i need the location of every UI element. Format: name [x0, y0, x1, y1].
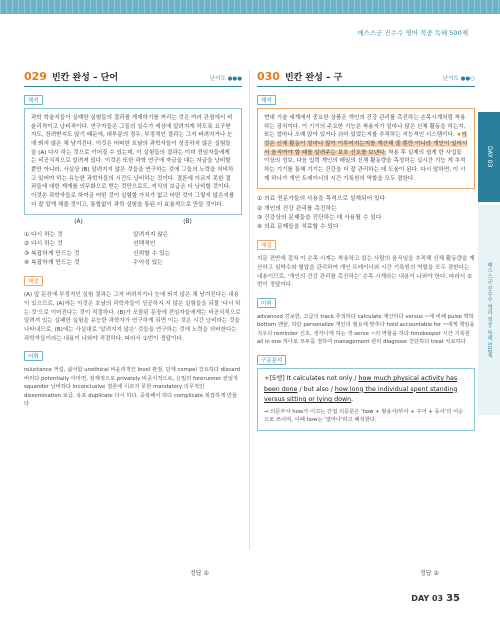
- choice-item: [24, 259, 242, 268]
- book-side-title: 매스스군 진수수 영어 적중 독해 500제: [478, 205, 500, 415]
- explanation-tag: 해설: [24, 276, 43, 286]
- question-number: 030: [257, 70, 280, 83]
- explanation-tag: 해설: [257, 240, 276, 250]
- answer-030: 정답 ②: [420, 570, 439, 577]
- structure-underline-1: how much physical activity has been done: [264, 374, 458, 393]
- explanation-text: 지문 전반에 걸쳐 이 손목 시계는 착용하고 있는 사람의 움직임을 추적해 신체 활동량을 계산하고 심박수와 혈압을 관리하여 개인 트레이너와 시간 기록원의 역할을 모두 겸한다는 내용이므로, '개인의 건강 관리를 촉진하는' 손목 시계라는 내용이 나와야 한다. 따라서 ②번이 정답이다.: [257, 256, 475, 289]
- choice-header-a: (A): [74, 219, 83, 226]
- passage-part-a: 현대 기술 세계에서 중요한 상품은 개인의 건강 관리를 촉진하는 손목시계처럼 착용하는 장치이다. 이 기기의 주요한 기능은 착용자가 얼마나 많은 신체 활동을 하는지, 또는 얼마나 오래 앉아 있거나 쉬어 있었는지를 추적하는 지능적인 시스템이다.: [264, 115, 466, 139]
- choice-b: 선택적인: [133, 241, 156, 248]
- choice-list: [24, 231, 242, 268]
- day-tab: DAY 03: [478, 112, 500, 202]
- structure-part: .: [351, 396, 354, 404]
- vocab-list: reluctance 꺼림, 싫어함 unethical 비윤리적인 level 관점, 단계 compel 강요하다 discard 버리다 potentially 아마면, 잠재적으로 privately 비공식적으로, 은밀히 forerunner 전임자 squander 낭비하다 inconclusive 결론에 이르지 못한 mandatory 의무적인 dissemination 보급, 유포 duplicate 다시 하다, 중복해서 하다 complicate 복잡하게 만들다: [24, 367, 240, 408]
- choice-a: ② 다시 하는 것: [24, 241, 63, 248]
- translation-box: [257, 108, 475, 189]
- vocab-tag: 어휘: [257, 298, 276, 308]
- explanation-text: (A) 앞 문장에 부정적인 실험 결과는 그저 버려지거나 눈에 띄지 않은 채 남겨진다는 내용이 있으므로, (A)에는 이것은 호날의 과학자들이 성공하지 지 않은 실험들을 되풀 '다시 하는 것'으로 이어진다는 것이 적절하다. (B)가 포함된 문장에 전임자들에게는 비공식적으로 알려져 있는 실패한 실험을 유능한 과학자가 연구하게 되면 이는 것은 시간 낭비라는 것을 나타내므로, (B)에는 사실대로 '알려지지 않은' 것들을 연구하는 것에 노력을 허비한다는 과학자들이라는 내용이 나와야 적절하다. 따라서 ①번이 정답이다.: [24, 292, 241, 342]
- translation-tag: 해석: [24, 95, 43, 105]
- choice-list: [257, 195, 475, 232]
- translation-box: 과학 학술지들이 실패한 실험들의 결과를 게재하기를 꺼리는 것은 여러 관점에서 비윤리적이고 낭비적이다. 연구자들은 그들의 실수가 세상에 알려지게 하도록 요구받지도, 장려받지도 않기 때문에, 대부분의 경우, 부정적인 결과는 그저 버려지거나 눈에 띄지 않은 채 남겨진다. 이것은 어떠한 호날의 과학자들이 성공하지 않은 실험들을 (A) 다시 하는 것으로 이어질 수 있는데, 이 실험들의 결과는 이미 전임자들에게는 비공식적으로 알려져 있다. 이것은 또한 과학 연구에 자금을 대는 자금을 낭비할 뿐만 아니라, 사실상 (B) 알려지지 않은 것들을 연구하는 것에 그들의 노력을 허비하고 있어야 하는 유능한 과학자들의 시간도 낭비하는 것이다. 결론에 이르지 못한 결과들에 대한 게재를 의무화으로 받는 것만으로도, 지식의 보급은 더 낭비할 것이다. 이것은 과학자들로 하여금 어떤 것이 실험할 가치가 없고 어떤 것이 그렇지 않은지를 더 잘 알게 해줄 것이고, 통합없이 과학 실험을 통된 더 효율적으로 만들 것이다.: [24, 108, 242, 215]
- choice-header-b: (B): [183, 219, 192, 226]
- top-color-bar: [0, 0, 500, 14]
- answer-029: 정답 ①: [190, 570, 209, 577]
- question-number: 029: [24, 70, 47, 83]
- column-divider: [249, 70, 250, 550]
- choice-item: ④ 의료 문제들을 치료할 수 있다: [257, 224, 339, 231]
- difficulty: 난이도 ●●○: [442, 76, 475, 82]
- structure-part: [5행] It calculates not only /: [269, 374, 359, 382]
- choice-item: [24, 240, 242, 249]
- question-header: [257, 70, 475, 87]
- choice-b: 수익성 있는: [133, 260, 163, 267]
- choice-item: [24, 250, 242, 259]
- structure-note: → 의문부사 how가 이끄는 간접 의문문은 'how + 형용사/부사 + 주어 + 동사'의 어순으로 쓰이며, 이때 how는 '얼마나'라고 해석한다.: [264, 408, 464, 424]
- choice-b: 알려지지 않은: [133, 232, 169, 239]
- choice-a: ④ 복잡하게 만드는 것: [24, 260, 80, 267]
- translation-tag: 해석: [257, 95, 276, 105]
- passage-part-b: 착용 후 실제의 쉽게 한 사업들 이상의 정보, 다음 입력 개인의 매일의 신체 활동량을 측정하는 실시간 기능 게 추적하는 기기를 통해 기기는 건강을 더 잘 관리하는 데 도움이 된다. 다시 말하면, 이 시계 하나가 개인 트레이너의 시간 기록원의 역할을 모두 겸한다.: [264, 149, 466, 182]
- footer-day: DAY 03: [411, 594, 444, 603]
- choice-header: [24, 219, 242, 225]
- structure-sentence: [264, 374, 468, 406]
- question-title: 빈칸 완성 – 단어: [51, 73, 119, 83]
- book-header: 매스스군 진수수 영어 적중 독해 500제: [357, 29, 468, 37]
- page-number: 35: [446, 593, 460, 604]
- choice-b: 신뢰할 수 있는: [133, 250, 171, 257]
- structure-underline-2: how long the individual spent standing versus sitting or lying down: [264, 385, 458, 404]
- star-icon: ★: [264, 374, 270, 382]
- choice-item: ② 개인의 건강 관리를 촉진하는: [257, 205, 337, 212]
- star-icon: ★: [456, 132, 462, 139]
- choice-a: ① 다시 하는 것: [24, 232, 63, 239]
- choice-item: ① 의료 전문가들의 사용을 목적으로 설계되어 있다: [257, 196, 386, 203]
- vocab-list: advanced 진보한, 고급의 track 추적하다 calculate 계산하다 versus ~에 비해 pulse 맥박 bottom 맨끝, 하단 personalize 개인의 필요에 맞추다 hold accountable for ~에게 책임을 지우다 reminder 신호, 생각나게 하는 것 serve ~의 역할을 하다 timekeeper 시간 기록원 all in one 하나로 모두를 겸하여 management 관리 diagnose 진단하다 treat 치료하다: [257, 313, 475, 346]
- structure-part: / but also /: [297, 385, 335, 393]
- question-030: [257, 70, 475, 431]
- choice-item: ③ 건강상의 문제들을 진단하는 데 사용될 수 있다: [257, 214, 382, 221]
- choice-a: ③ 복잡하게 만드는 것: [24, 250, 80, 257]
- highlighted-sentence: 이것은 신체 활동이 얼마나 많이 이루어지는지를 계산해 줄 뿐만 아니라 개인이 일어서서 움직여야 할 때를 알려주는 보호 신호를 보낸다.: [264, 132, 468, 156]
- structure-box: [257, 368, 475, 431]
- vocab-tag: 어휘: [24, 351, 43, 361]
- question-029: [24, 70, 242, 409]
- page-footer: [411, 593, 460, 604]
- structure-tag: 구문분석: [257, 355, 286, 365]
- difficulty: 난이도 ●●●: [209, 76, 242, 82]
- question-title: 빈칸 완성 – 구: [284, 73, 343, 83]
- choice-item: [24, 231, 242, 240]
- question-header: [24, 70, 242, 87]
